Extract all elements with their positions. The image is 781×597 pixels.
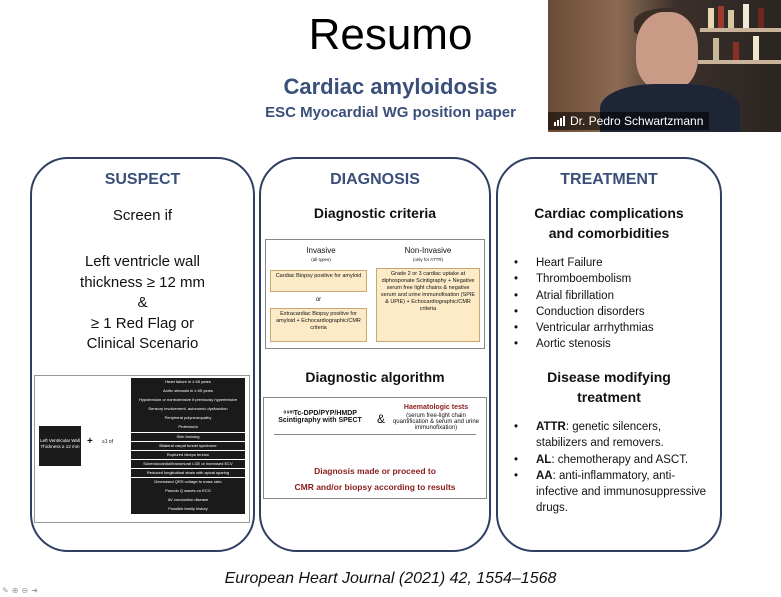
red-flag-item: Decreased QRS voltage to mass ratio bbox=[131, 478, 245, 487]
red-flag-item: Heart failure in ≥ 65 years bbox=[131, 378, 245, 387]
person-head bbox=[636, 12, 698, 90]
criteria-line-4: ≥ 1 Red Flag or bbox=[90, 314, 195, 332]
slideshow-toolbar[interactable] bbox=[2, 586, 38, 595]
therapy-item bbox=[512, 419, 712, 452]
criteria-line-1: Left ventricle wall bbox=[84, 253, 201, 270]
therapy-text: : chemotherapy and ASCT. bbox=[551, 453, 689, 466]
red-flag-item: AV conduction disease bbox=[131, 496, 245, 505]
invasive-sub: (all types) bbox=[311, 257, 331, 262]
therapy-term: AA bbox=[536, 469, 553, 482]
complication-item: • Thromboembolism bbox=[512, 271, 712, 287]
therapy-text: : genetic silencers, stabilizers and removers. bbox=[536, 421, 664, 450]
noninvasive-label: Non-Invasive bbox=[404, 246, 452, 255]
suspect-panel bbox=[30, 157, 255, 552]
criteria-line-3: & bbox=[137, 294, 148, 311]
divider bbox=[274, 434, 476, 435]
haematologic-tests-detail: (serum free-light chain quantification & serum and urine immunofixation) bbox=[392, 413, 480, 431]
red-flags-table bbox=[34, 375, 250, 523]
invasive-label: Invasive bbox=[306, 246, 336, 255]
signal-icon bbox=[554, 116, 565, 126]
cardiac-biopsy-box: Cardiac Biopsy positive for amyloid bbox=[270, 270, 367, 292]
disease-modifying-title-1: Disease modifying bbox=[547, 369, 671, 385]
therapy-item bbox=[512, 468, 712, 517]
therapy-term: ATTR bbox=[536, 421, 566, 433]
suspect-heading: SUSPECT bbox=[104, 171, 181, 188]
complication-item: • Conduction disorders bbox=[512, 304, 712, 320]
participant-name: Dr. Pedro Schwartzmann bbox=[570, 114, 704, 128]
red-flag-item: Aortic stenosis in ≥ 65 years bbox=[131, 387, 245, 396]
disease-modifying-title-2: treatment bbox=[577, 389, 641, 405]
complication-item: • Heart Failure bbox=[512, 255, 712, 271]
at-least-one-label: ≥1 of bbox=[102, 439, 114, 445]
red-flag-item: Bilateral carpal tunnel syndrome bbox=[131, 442, 245, 451]
red-flag-item: Peripheral polyneuropathy bbox=[131, 414, 245, 423]
screening-criteria bbox=[32, 252, 253, 355]
zoom-icon[interactable]: ⊕ bbox=[11, 586, 19, 595]
red-flag-item: Proteinuria bbox=[131, 423, 245, 432]
diagnostic-criteria-figure bbox=[265, 239, 485, 349]
slide-title: Resumo bbox=[308, 10, 473, 59]
treatment-panel bbox=[496, 157, 722, 552]
complication-item: • Atrial fibrillation bbox=[512, 288, 712, 304]
complications-title-1: Cardiac complications bbox=[534, 205, 684, 221]
ampersand: & bbox=[376, 412, 385, 426]
haematologic-tests-title: Haematologic tests bbox=[403, 404, 469, 411]
criteria-line-2: thickness ≥ 12 mm bbox=[80, 273, 205, 291]
participant-label bbox=[548, 112, 709, 130]
red-flag-item: Reduced longitudinal strain with apical sparing bbox=[131, 469, 245, 478]
red-flag-item: Ruptured biceps tendon bbox=[131, 451, 245, 460]
complications-title-2: and comorbidities bbox=[548, 225, 670, 241]
diagnostic-algorithm-figure bbox=[263, 397, 487, 499]
therapies-list bbox=[512, 419, 712, 517]
algorithm-conclusion-line-2: CMR and/or biopsy according to results bbox=[294, 482, 456, 492]
diagnostic-algorithm-title: Diagnostic algorithm bbox=[305, 369, 445, 385]
therapy-text: : anti-inflammatory, anti-infective and immunosuppressive drugs. bbox=[536, 469, 707, 515]
lvwt-box: Left Ventricular Wall Thickness ≥ 12 mm bbox=[39, 426, 81, 466]
treatment-heading: TREATMENT bbox=[560, 171, 658, 188]
red-flag-item: Sensory involvement, autonomic dysfunction bbox=[131, 405, 245, 414]
diagnosis-panel bbox=[259, 157, 491, 552]
diagnosis-heading: DIAGNOSIS bbox=[330, 171, 420, 188]
journal-reference: European Heart Journal (2021) 42, 1554–1568 bbox=[224, 570, 557, 587]
red-flag-item: Subendocardial/transmural LGE or increased ECV bbox=[131, 460, 245, 469]
diagnostic-criteria-title: Diagnostic criteria bbox=[313, 205, 437, 221]
plus-sign: + bbox=[87, 436, 93, 447]
screen-if-text: Screen if bbox=[112, 207, 173, 224]
complications-list bbox=[512, 255, 712, 353]
next-icon[interactable]: ➜ bbox=[31, 586, 38, 595]
red-flag-item: Hypotension or normotensive if previously hypertensive bbox=[131, 396, 245, 405]
menu-icon[interactable]: ⊖ bbox=[21, 586, 29, 595]
red-flags-list bbox=[131, 378, 245, 514]
slide-source: ESC Myocardial WG position paper bbox=[265, 104, 516, 121]
complication-item: • Aortic stenosis bbox=[512, 336, 712, 352]
slide-topic: Cardiac amyloidosis bbox=[283, 74, 498, 99]
noninvasive-sub: (only for ATTR) bbox=[412, 257, 444, 262]
red-flag-item: Possible family history bbox=[131, 505, 245, 514]
extracardiac-biopsy-box: Extracardiac Biopsy positive for amyloid + Echocardiographic/CMR criteria bbox=[270, 308, 367, 342]
red-flag-item: Pseudo Q waves on ECG bbox=[131, 487, 245, 496]
criteria-line-5: Clinical Scenario bbox=[86, 335, 199, 352]
pen-icon[interactable]: ✎ bbox=[2, 586, 9, 595]
complication-item: • Ventricular arrhythmias bbox=[512, 320, 712, 336]
red-flag-item: Skin bruising bbox=[131, 433, 245, 442]
noninvasive-criteria-box: Grade 2 or 3 cardiac uptake at diphosponate Scintigraphy + Negative serum free light chains & negative serum and urine immunofixation (SPIE & UPIE) + Echocardiographic/CMR criteria bbox=[376, 268, 480, 342]
therapy-item bbox=[512, 452, 712, 468]
scintigraphy-label: ⁹⁹ᵐTc-DPD/PYP/HMDP Scintigraphy with SPECT bbox=[278, 410, 362, 424]
therapy-term: AL bbox=[536, 453, 552, 466]
algorithm-conclusion-line-1: Diagnosis made or proceed to bbox=[314, 466, 436, 476]
or-label: or bbox=[315, 297, 322, 303]
participant-video[interactable] bbox=[548, 0, 781, 132]
